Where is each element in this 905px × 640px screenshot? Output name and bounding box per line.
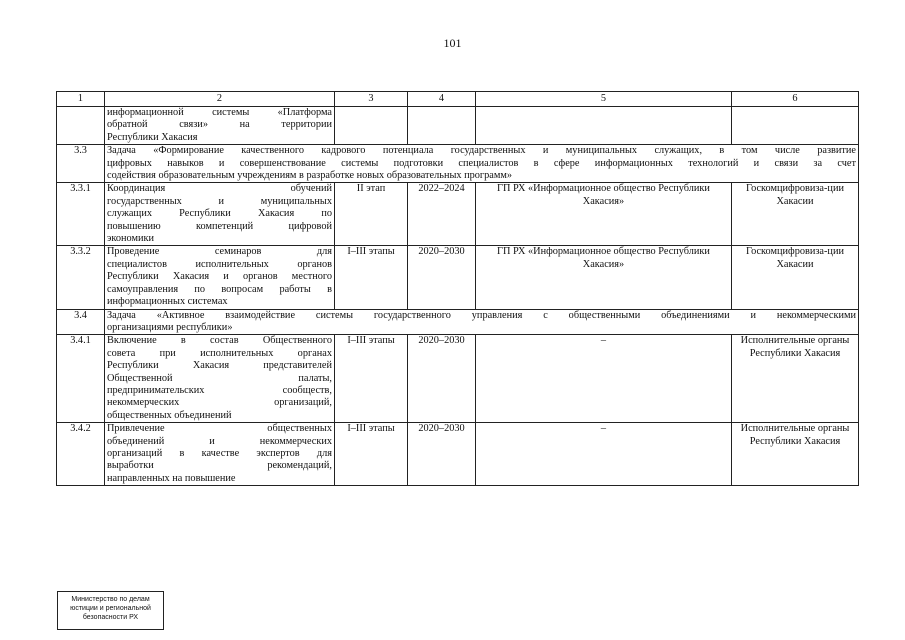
table-row [57,183,859,246]
description-line: государственных и муниципальных [107,195,332,207]
description-line: специалистов исполнительных органов [107,258,332,270]
description-line: предпринимательских сообществ, [107,384,332,396]
task-line: цифровых навыков и совершенствование системы подготовки специалистов в сфере информационных технологий и связи за счет [107,157,856,169]
stage-cell: I–III этапы [335,335,408,423]
number-cell: 3.3.1 [57,183,105,246]
task-line: Задача «Активное взаимодействие системы государственного управления с общественными объединениями и некоммерческими [107,309,856,321]
plan-table [56,91,859,486]
task-row [57,145,859,183]
stage-cell: II этап [335,183,408,246]
header-cell: 4 [408,92,476,107]
program-cell: – [476,423,732,486]
description-line: Республики Хакасия и органов местного [107,271,332,283]
years-cell: 2022–2024 [408,183,476,246]
executor-cell: Госкомцифровиза-ции Хакасии [732,183,859,246]
executor-cell [732,107,859,145]
header-cell: 2 [105,92,335,107]
description-line: повышению компетенций цифровой [107,220,332,232]
stage-cell: I–III этапы [335,423,408,486]
task-line: Задача «Формирование качественного кадрового потенциала государственных и муниципальных служащих, в том числе развитие [107,145,856,157]
description-line: Проведение семинаров для [107,246,332,258]
task-row [57,309,859,335]
description-line: общественных объединений [107,409,232,421]
description-line: Привлечение общественных [107,423,332,435]
table-row [57,107,859,145]
description-line: Республики Хакасия [107,131,198,143]
description-cell [105,335,335,423]
ministry-stamp [57,591,164,630]
header-cell: 1 [57,92,105,107]
program-cell: – [476,335,732,423]
stamp-line: юстиции и региональной [70,605,151,612]
years-cell [408,107,476,145]
executor-cell: Госкомцифровиза-ции Хакасии [732,246,859,309]
description-cell [105,107,335,145]
description-line: самоуправления по вопросам работы в [107,283,332,295]
years-cell: 2020–2030 [408,246,476,309]
stage-cell: I–III этапы [335,246,408,309]
description-line: Общественной палаты, [107,372,332,384]
description-line: информационной системы «Платформа [107,107,332,118]
stamp-line: Министерство по делам [71,596,150,603]
header-cell: 3 [335,92,408,107]
description-line: Республики Хакасия представителей [107,360,332,372]
number-cell: 3.4 [57,309,105,335]
number-cell: 3.3 [57,145,105,183]
table-row [57,246,859,309]
header-cell: 6 [732,92,859,107]
stamp-line: безопасности РХ [82,614,139,621]
number-cell [57,107,105,145]
program-cell: ГП РХ «Информационное общество Республики Хакасия» [476,246,732,309]
program-cell [476,107,732,145]
number-cell: 3.3.2 [57,246,105,309]
description-line: некоммерческих организаций, [107,397,332,409]
task-line: организациями республики» [107,321,233,333]
page-number: 101 [443,36,462,50]
table-row [57,335,859,423]
description-line: направленных на повышение [107,472,236,484]
description-line: объединений и некоммерческих [107,435,332,447]
description-line: совета при исполнительных органах [107,347,332,359]
description-cell [105,246,335,309]
table-body [57,92,859,486]
program-cell: ГП РХ «Информационное общество Республики Хакасия» [476,183,732,246]
task-cell [105,309,859,335]
header-row [57,92,859,107]
task-line: содействия образовательным учреждениям в разработке новых образовательных программ» [107,170,513,182]
header-cell: 5 [476,92,732,107]
description-cell [105,183,335,246]
number-cell: 3.4.1 [57,335,105,423]
table-row [57,423,859,486]
task-cell [105,145,859,183]
description-line: Включение в состав Общественного [107,335,332,347]
description-line: выработки рекомендаций, [107,460,332,472]
number-cell: 3.4.2 [57,423,105,486]
description-cell [105,423,335,486]
executor-cell: Исполнительные органы Республики Хакасия [732,335,859,423]
executor-cell: Исполнительные органы Республики Хакасия [732,423,859,486]
description-line: Координация обучений [107,183,332,195]
description-line: обратной связи» на территории [107,119,332,131]
stage-cell [335,107,408,145]
description-line: служащих Республики Хакасия по [107,208,332,220]
years-cell: 2020–2030 [408,423,476,486]
description-line: организаций в качестве экспертов для [107,447,332,459]
description-line: экономики [107,233,155,245]
years-cell: 2020–2030 [408,335,476,423]
description-line: информационных системах [107,296,228,308]
